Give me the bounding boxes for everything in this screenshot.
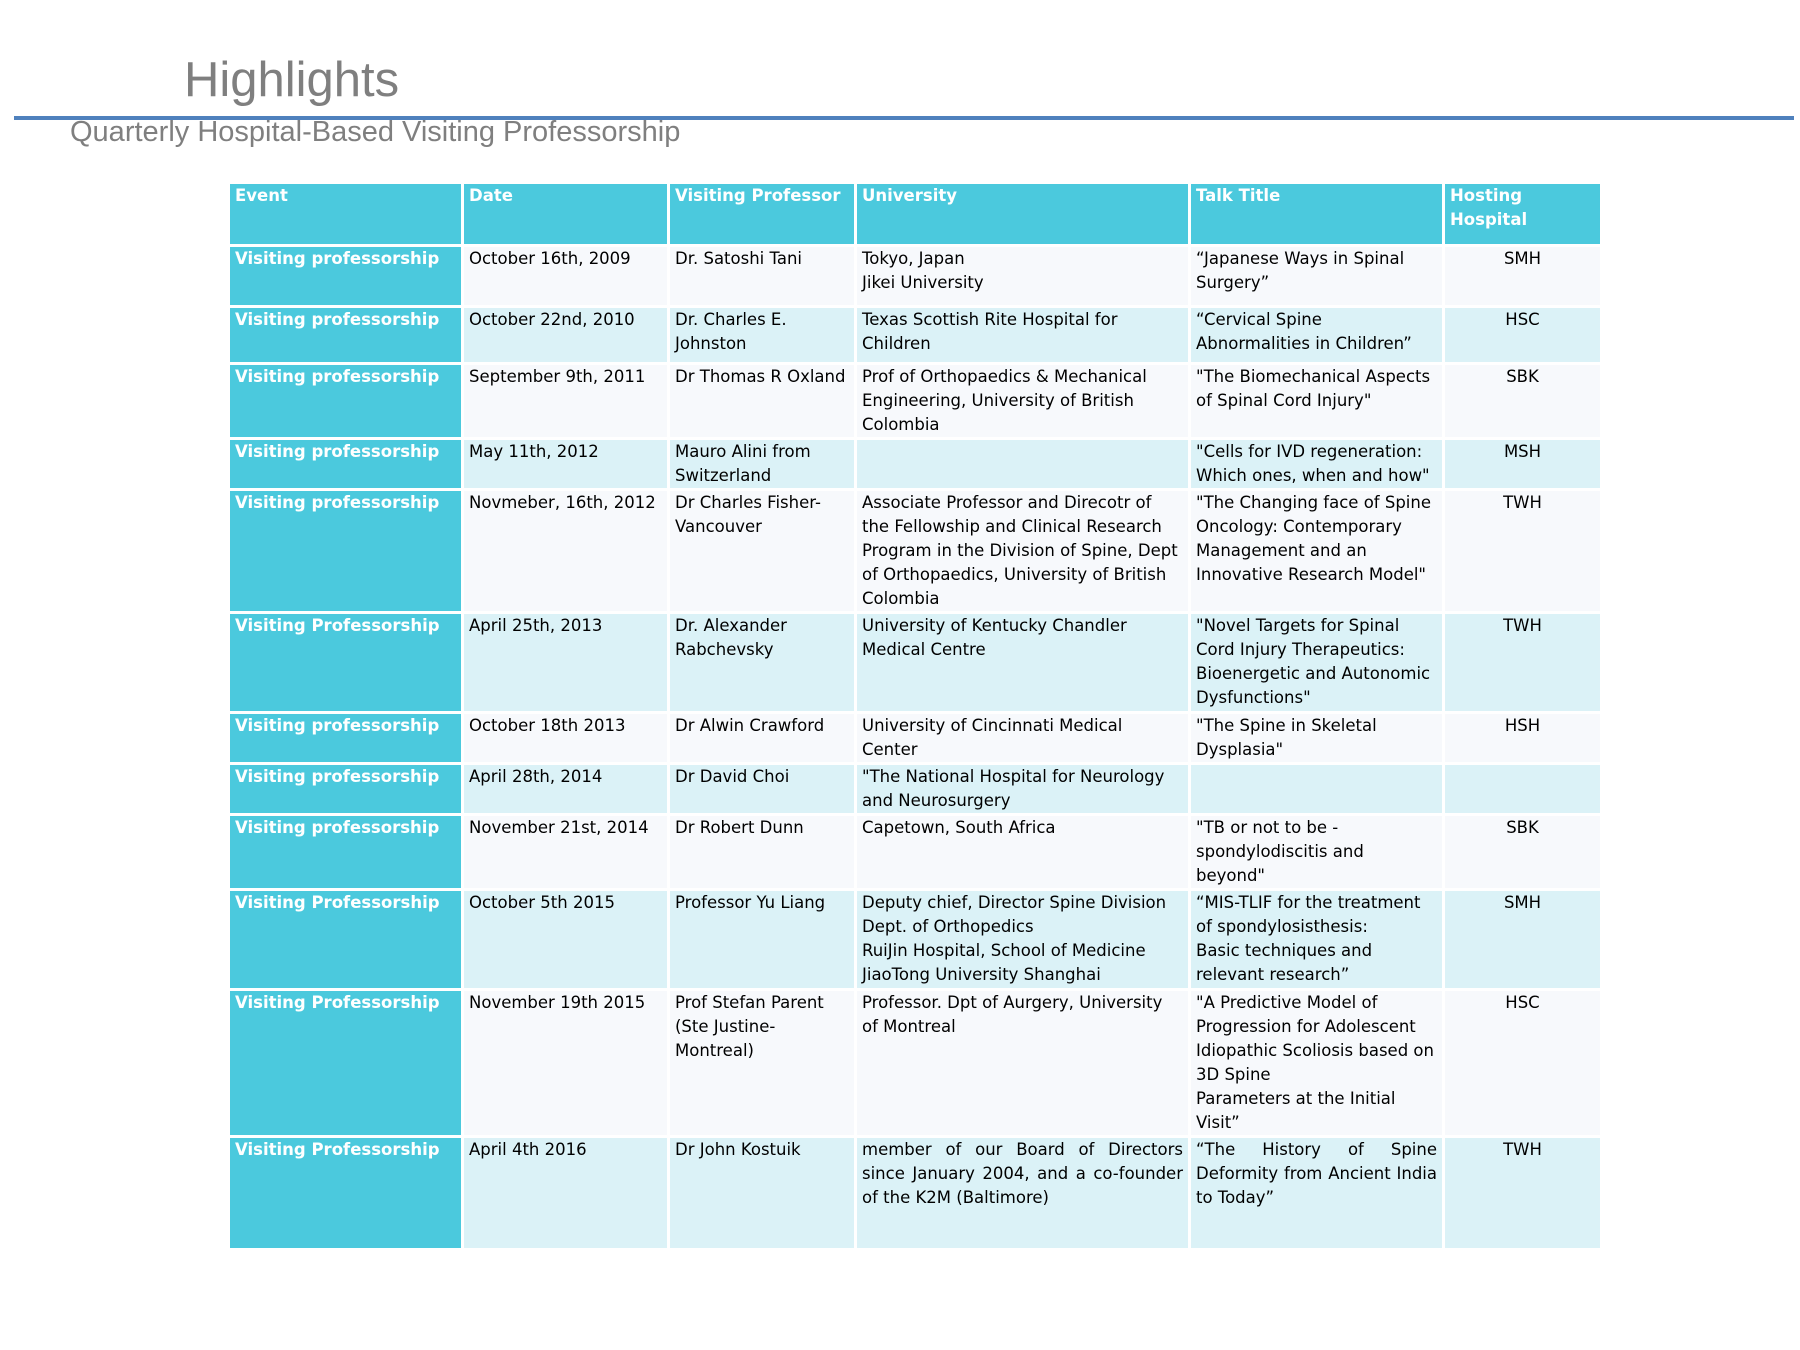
hospital-cell: TWH xyxy=(1445,1138,1600,1248)
date-cell: Novmeber, 16th, 2012 xyxy=(464,491,667,611)
university-cell-line: Tokyo, Japan xyxy=(862,249,965,268)
table-row xyxy=(230,765,1600,813)
table-row xyxy=(230,1138,1600,1248)
date-cell: May 11th, 2012 xyxy=(464,440,667,488)
event-cell: Visiting Professorship xyxy=(230,891,461,988)
talk-title-cell-line: “MIS-TLIF for the treatment of spondylosisthesis: xyxy=(1196,893,1421,936)
event-cell: Visiting professorship xyxy=(230,816,461,888)
date-cell: November 21st, 2014 xyxy=(464,816,667,888)
date-cell: April 4th 2016 xyxy=(464,1138,667,1248)
event-cell: Visiting Professorship xyxy=(230,991,461,1135)
professor-cell: Dr. Alexander Rabchevsky xyxy=(670,614,854,711)
professor-cell: Dr Thomas R Oxland xyxy=(670,365,854,437)
table-row xyxy=(230,714,1600,762)
event-cell: Visiting professorship xyxy=(230,440,461,488)
university-cell-line: "The National Hospital for Neurology and Neurosurgery xyxy=(862,767,1165,810)
date-cell: November 19th 2015 xyxy=(464,991,667,1135)
date-cell: October 22nd, 2010 xyxy=(464,308,667,362)
talk-title-cell-line: "TB or not to be - spondylodiscitis and beyond" xyxy=(1196,818,1364,885)
table-row xyxy=(230,891,1600,988)
hospital-cell: HSC xyxy=(1445,991,1600,1135)
column-header-hosting-hospital: Hosting Hospital xyxy=(1445,184,1600,244)
hospital-cell: HSC xyxy=(1445,308,1600,362)
talk-title-cell-line: “Cervical Spine Abnormalities in Children” xyxy=(1196,310,1412,353)
hospital-cell: TWH xyxy=(1445,614,1600,711)
professor-cell: Dr Alwin Crawford xyxy=(670,714,854,762)
column-header-talk-title: Talk Title xyxy=(1191,184,1442,244)
hospital-cell: TWH xyxy=(1445,491,1600,611)
talk-title-cell xyxy=(1191,440,1442,488)
university-cell xyxy=(857,247,1188,305)
talk-title-cell xyxy=(1191,891,1442,988)
university-cell xyxy=(857,491,1188,611)
column-header-date: Date xyxy=(464,184,667,244)
event-cell: Visiting Professorship xyxy=(230,614,461,711)
hospital-cell: SBK xyxy=(1445,816,1600,888)
talk-title-cell-line: "A Predictive Model of Progression for Adolescent Idiopathic Scoliosis based on 3D Spine xyxy=(1196,993,1434,1084)
table-row xyxy=(230,491,1600,611)
talk-title-cell-line: "The Biomechanical Aspects of Spinal Cord Injury" xyxy=(1196,367,1431,410)
date-cell: April 25th, 2013 xyxy=(464,614,667,711)
date-cell: September 9th, 2011 xyxy=(464,365,667,437)
university-cell-line: Professor. Dpt of Aurgery, University of Montreal xyxy=(862,993,1163,1036)
university-cell xyxy=(857,765,1188,813)
university-cell xyxy=(857,365,1188,437)
talk-title-cell xyxy=(1191,308,1442,362)
date-cell: October 18th 2013 xyxy=(464,714,667,762)
hospital-cell: SMH xyxy=(1445,891,1600,988)
table-row xyxy=(230,247,1600,305)
talk-title-cell xyxy=(1191,491,1442,611)
hospital-cell xyxy=(1445,765,1600,813)
hospital-cell: MSH xyxy=(1445,440,1600,488)
table-row xyxy=(230,614,1600,711)
talk-title-cell-line: “The History of Spine Deformity from Ancient India to Today” xyxy=(1196,1140,1437,1207)
talk-title-cell-line: “Japanese Ways in Spinal Surgery” xyxy=(1196,249,1405,292)
event-cell: Visiting professorship xyxy=(230,308,461,362)
table-row xyxy=(230,365,1600,437)
professor-cell: Dr Robert Dunn xyxy=(670,816,854,888)
column-header-event: Event xyxy=(230,184,461,244)
university-cell xyxy=(857,714,1188,762)
university-cell-line: Deputy chief, Director Spine Division xyxy=(862,893,1167,912)
university-cell-line: University of Kentucky Chandler Medical Centre xyxy=(862,616,1127,659)
talk-title-cell-line: "Novel Targets for Spinal Cord Injury Therapeutics: Bioenergetic and Autonomic Dysfunctions" xyxy=(1196,616,1431,707)
talk-title-cell xyxy=(1191,365,1442,437)
talk-title-cell-line: Parameters at the Initial Visit” xyxy=(1196,1089,1396,1132)
table-row xyxy=(230,440,1600,488)
hospital-cell: HSH xyxy=(1445,714,1600,762)
university-cell-line: Jikei University xyxy=(862,273,984,292)
talk-title-cell xyxy=(1191,714,1442,762)
page-subtitle: Quarterly Hospital-Based Visiting Professorship xyxy=(70,116,681,148)
university-cell-line: University of Cincinnati Medical Center xyxy=(862,716,1123,759)
talk-title-cell-line: "The Changing face of Spine Oncology: Contemporary Management and an Innovative Research Model" xyxy=(1196,493,1431,584)
table-header-row xyxy=(230,184,1600,244)
talk-title-cell xyxy=(1191,765,1442,813)
event-cell: Visiting professorship xyxy=(230,491,461,611)
university-cell-line: RuiJin Hospital, School of Medicine xyxy=(862,941,1146,960)
university-cell-line: Dept. of Orthopedics xyxy=(862,917,1034,936)
event-cell: Visiting professorship xyxy=(230,247,461,305)
university-cell xyxy=(857,1138,1188,1248)
talk-title-cell-line: "The Spine in Skeletal Dysplasia" xyxy=(1196,716,1377,759)
talk-title-cell-line: "Cells for IVD regeneration: Which ones, when and how" xyxy=(1196,442,1430,485)
professor-cell: Prof Stefan Parent (Ste Justine-Montreal) xyxy=(670,991,854,1135)
column-header-university: University xyxy=(857,184,1188,244)
professor-cell: Dr. Charles E. Johnston xyxy=(670,308,854,362)
hospital-cell: SMH xyxy=(1445,247,1600,305)
hospital-cell: SBK xyxy=(1445,365,1600,437)
university-cell-line: JiaoTong University Shanghai xyxy=(862,965,1101,984)
university-cell-line: Prof of Orthopaedics & Mechanical Engineering, University of British Colombia xyxy=(862,367,1147,434)
talk-title-cell xyxy=(1191,614,1442,711)
professor-cell: Dr David Choi xyxy=(670,765,854,813)
professor-cell: Mauro Alini from Switzerland xyxy=(670,440,854,488)
university-cell-line: Texas Scottish Rite Hospital for Children xyxy=(862,310,1118,353)
university-cell xyxy=(857,816,1188,888)
talk-title-cell xyxy=(1191,1138,1442,1248)
talk-title-cell xyxy=(1191,247,1442,305)
professor-cell: Dr Charles Fisher-Vancouver xyxy=(670,491,854,611)
date-cell: April 28th, 2014 xyxy=(464,765,667,813)
talk-title-cell-line: Basic techniques and relevant research” xyxy=(1196,941,1373,984)
table-row xyxy=(230,816,1600,888)
table-body xyxy=(230,247,1600,1248)
event-cell: Visiting Professorship xyxy=(230,1138,461,1248)
university-cell xyxy=(857,614,1188,711)
university-cell-line: Capetown, South Africa xyxy=(862,818,1056,837)
event-cell: Visiting professorship xyxy=(230,365,461,437)
university-cell-line: member of our Board of Directors since January 2004, and a co-founder of the K2M (Baltimore) xyxy=(862,1140,1183,1207)
column-header-visiting-professor: Visiting Professor xyxy=(670,184,854,244)
event-cell: Visiting professorship xyxy=(230,765,461,813)
date-cell: October 5th 2015 xyxy=(464,891,667,988)
date-cell: October 16th, 2009 xyxy=(464,247,667,305)
table-row xyxy=(230,991,1600,1135)
talk-title-cell xyxy=(1191,991,1442,1135)
event-cell: Visiting professorship xyxy=(230,714,461,762)
university-cell xyxy=(857,308,1188,362)
university-cell xyxy=(857,440,1188,488)
university-cell xyxy=(857,891,1188,988)
table-row xyxy=(230,308,1600,362)
visiting-professorship-table xyxy=(227,181,1603,1251)
professor-cell: Dr. Satoshi Tani xyxy=(670,247,854,305)
talk-title-cell xyxy=(1191,816,1442,888)
university-cell-line: Associate Professor and Direcotr of the Fellowship and Clinical Research Program in the Division of Spine, Dept of Orthopaedics, University of British Colombia xyxy=(862,493,1178,608)
university-cell xyxy=(857,991,1188,1135)
professor-cell: Professor Yu Liang xyxy=(670,891,854,988)
page-title: Highlights xyxy=(184,53,400,107)
professor-cell: Dr John Kostuik xyxy=(670,1138,854,1248)
